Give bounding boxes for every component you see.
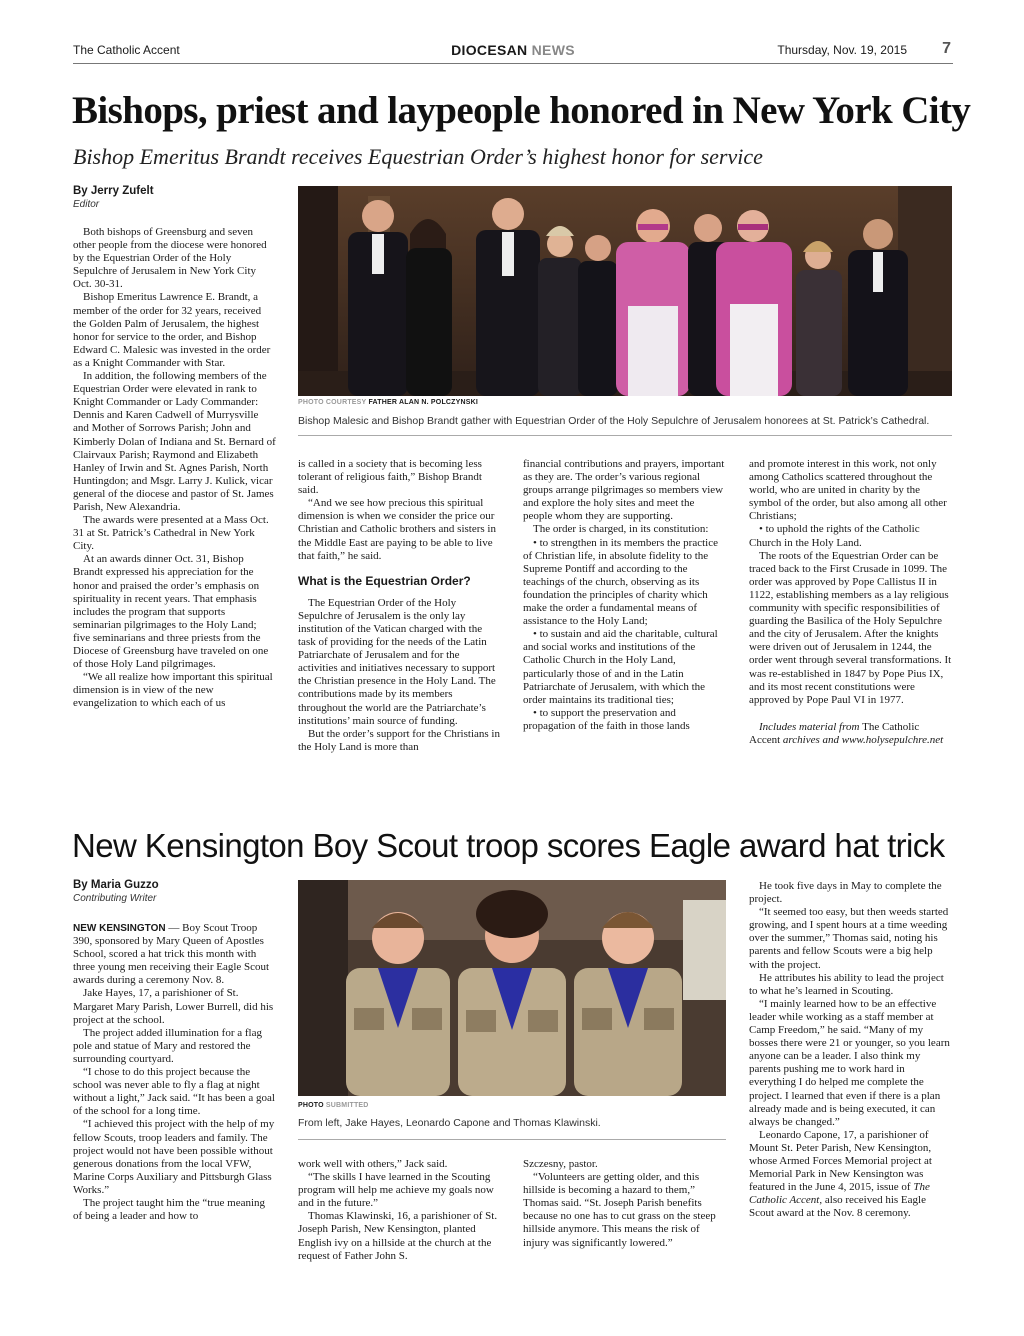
running-head: [73, 42, 953, 64]
sources-note: Includes material from The Catholic Accent archives and www.holysepulchre.net: [749, 720, 944, 746]
story1-photo-caption: Bishop Malesic and Bishop Brandt gather with Equestrian Order of the Holy Sepulchre of Jerusalem honorees at St. Patrick’s Cathedral.: [298, 415, 930, 427]
story2-photo-credit: PHOTO SUBMITTED: [298, 1102, 369, 1109]
story2-byline: By Maria Guzzo: [73, 879, 159, 891]
story1-column-4: and promote interest in this work, not only among Catholics scattered throughout the world, who are united in charity by the symbol of the order, but also among all other Christians; • to uphold the rights of the Catholic Church in the Holy Land. The roots of the Equestrian Order can be traced back to the First Crusade in 1099. The order was approved by Pope Callistus II in 1122, establishing members as a lay religious community with specific responsibilities of guarding the Basilica of the Holy Sepulchre and the city of Jerusalem. After the knights were driven out of Jerusalem in 1244, the order went through several transformations. It was re-established in 1847 by Pope Pius IX, and its most recent constitutions were approved by Pope Paul VI in 1977. Includes material from The Catholic Accent archives and www.holysepulchre.net: [749, 458, 952, 746]
issue-date: Thursday, Nov. 19, 2015: [777, 43, 907, 57]
honorees-group-photo: [298, 186, 952, 396]
story2-column-2: work well with others,” Jack said. “The skills I have learned in the Scouting program will help me achieve my goals now and in the future.” Thomas Klawinski, 16, a parishioner of St. Joseph Parish, New Kensington, planted English ivy on a hillside at the church at the request of Father John S.: [298, 1158, 498, 1262]
page-number: 7: [942, 40, 951, 57]
dateline: NEW KENSINGTON: [73, 923, 166, 934]
story1-byline: By Jerry Zufelt: [73, 185, 154, 197]
story2-column-4: He took five days in May to complete the project. “It seemed too easy, but then weeds started growing, and I spent hours at a time weeding over the summer,” Thomas said, noting his parents and fellow Scouts were a big help with the project. He attributes his ability to lead the project to what he’s learned in Scouting. “I mainly learned how to be an effective leader while working as a staff member at Camp Freedom,” he said. “Many of my bosses there were 21 or younger, so you learn anyone can be a leader. I also think my parents pushing me to work hard in everything I do helped me complete the project. I learned that even if there is a plan already made and is being executed, it can always be changed.” Leonardo Capone, 17, a parishioner of Mount St. Peter Parish, New Kensington, whose Armed Forces Memorial project at Memorial Park in New Kensington was featured in the June 4, 2015, issue of The Catholic Accent, also received his Eagle Scout award at the Nov. 8 ceremony.: [749, 880, 950, 1220]
story1-column-3: financial contributions and prayers, important as they are. The order’s various regional groups arrange pilgrimages so members view and explore the holy sites and meet the people whom they are supporting. The order is charged, in its constitution: • to strengthen in its members the practice of Christian life, in absolute fidelity to the Supreme Pontiff and according to the teachings of the church, observing as its foundation the principles of charity which make the order a fundamental means of assistance to the Holy Land; • to sustain and aid the charitable, cultural and social works and institutions of the Catholic Church in the Holy Land, particularly those of and in the Latin Patriarchate of Jerusalem, with which the order maintains its traditional ties; • to support the preservation and propagation of the faith in those lands: [523, 458, 725, 732]
story1-column-2: is called in a society that is becoming less tolerant of religious faith,” Bishop Brandt said. “And we see how precious this spiritual dimension is when we consider the price our Christian and Catholic brothers and sisters in the Middle East are paying to be able to live that faith,” he said. What is the Equestrian Order? The Equestrian Order of the Holy Sepulchre of Jerusalem is the only lay institution of the Vatican charged with the task of providing for the needs of the Latin Patriarchate of Jerusalem and for the activities and initiatives necessary to support the Christian presence in the Holy Land. The contributions made by its members throughout the world are the Patriarchate’s institutions’ main source of funding. But the order’s support for the Christians in the Holy Land is more than: [298, 458, 500, 753]
caption-divider: [298, 435, 952, 436]
story1-photo-credit: PHOTO COURTESY FATHER ALAN N. POLCZYNSKI: [298, 399, 479, 406]
equestrian-order-subhead: What is the Equestrian Order?: [298, 573, 471, 588]
story1-byline-role: Editor: [73, 199, 100, 210]
section-name: DIOCESAN NEWS: [451, 42, 575, 58]
story1-deck: Bishop Emeritus Brandt receives Equestrian Order’s highest honor for service: [73, 144, 763, 169]
publication-name: The Catholic Accent: [73, 43, 180, 57]
story2-column-3: Szczesny, pastor. “Volunteers are getting older, and this hillside is becoming a hazard to them,” Thomas said. “St. Joseph Parish benefits because no one has to cut grass on the steep hillside anymore. This means the risk of injury was significantly lowered.”: [523, 1158, 716, 1249]
story2-headline: New Kensington Boy Scout troop scores Eagle award hat trick: [72, 827, 945, 864]
caption-divider: [298, 1139, 726, 1140]
story1-column-1: Both bishops of Greensburg and seven other people from the diocese were honored by the Equestrian Order of the Holy Sepulchre of Jerusalem in New York City Oct. 30-31. Bishop Emeritus Lawrence E. Brandt, a member of the order for 32 years, received the Golden Palm of Jerusalem, the highest honor for service to the order, and Bishop Edward C. Malesic was invested in the order as a Knight Commander with Star. In addition, the following members of the Equestrian Order were elevated in rank to Knight Commander or Lady Commander: Dennis and Karen Cadwell of Murrysville and Mother of Sorrows Parish; John and Kimberly Dolan of Indiana and St. Bernard of Clairvaux Parish; Raymond and Elizabeth Hanley of Irwin and St. Agnes Parish, North Huntingdon; and Msgr. Larry J. Kulick, vicar general of the diocese and pastor of St. James Parish, New Alexandria. The awards were presented at a Mass Oct. 31 at St. Patrick’s Cathedral in New York City. At an awards dinner Oct. 31, Bishop Brandt expressed his appreciation for the honor and praised the order’s emphasis on spirituality in recent years. That emphasis includes the program that supports seminarian pilgrimages to the Holy Land; five seminarians and three priests from the Diocese of Greensburg have traveled on one of those Holy Land pilgrimages. “We all realize how important this spiritual dimension is in view of the new evangelization to which each of us: [73, 226, 276, 710]
story2-column-1: NEW KENSINGTON — Boy Scout Troop 390, sponsored by Mary Queen of Apostles School, scored a hat trick this month with three young men receiving their Eagle Scout awards during a ceremony Nov. 8. Jake Hayes, 17, a parishioner of St. Margaret Mary Parish, Lower Burrell, did his project at the school. The project added illumination for a flag pole and statue of Mary and restored the surrounding courtyard. “I chose to do this project because the school was never able to fly a flag at night without a light,” Jack said. “It has been a goal of the school for a long time. “I achieved this project with the help of my fellow Scouts, troop leaders and family. The project would not have been possible without generous donations from the local VFW, Marine Corps Auxiliary and Pittsburgh Glass Works.” The project taught him the “true meaning of being a leader and how to: [73, 922, 275, 1223]
story1-headline: Bishops, priest and laypeople honored in New York City: [72, 89, 971, 132]
eagle-scouts-photo: [298, 880, 726, 1096]
story2-byline-role: Contributing Writer: [73, 893, 157, 904]
story2-photo-caption: From left, Jake Hayes, Leonardo Capone and Thomas Klawinski.: [298, 1117, 601, 1129]
